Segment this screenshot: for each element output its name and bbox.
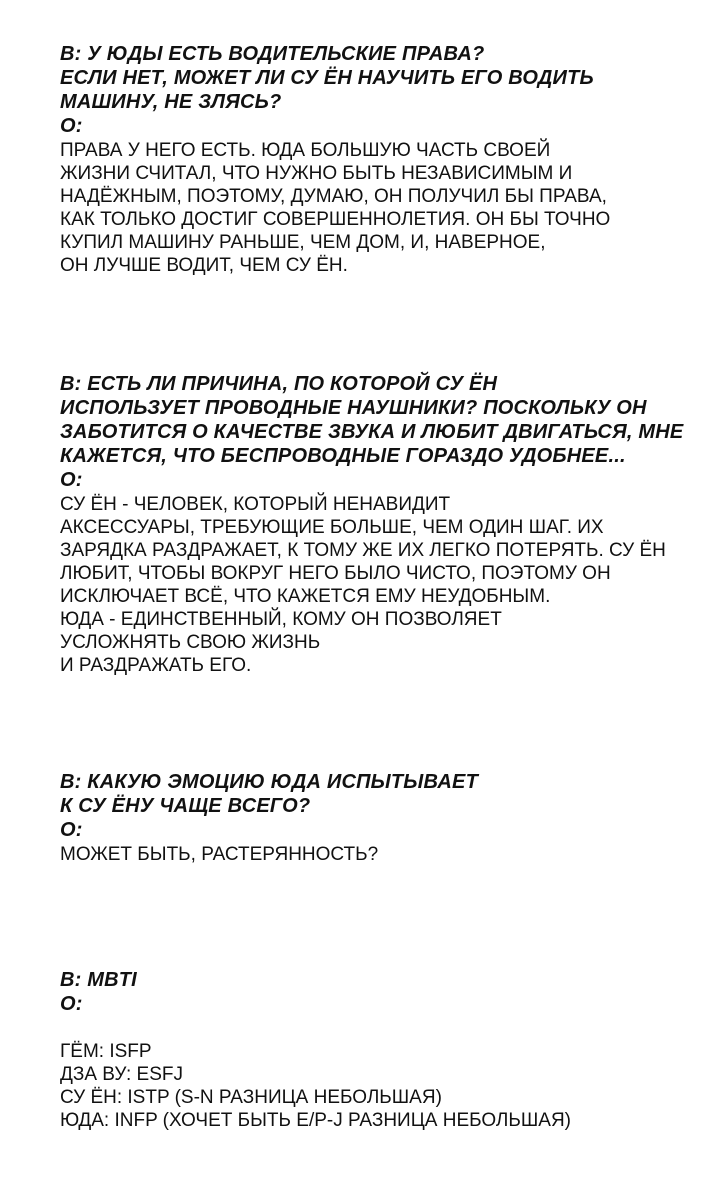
answer-line: УСЛОЖНЯТЬ СВОЮ ЖИЗНЬ bbox=[60, 632, 321, 653]
answer-label: О: bbox=[60, 469, 83, 491]
answer-line: ОН ЛУЧШЕ ВОДИТ, ЧЕМ СУ ЁН. bbox=[60, 255, 348, 276]
answer-line: ИСКЛЮЧАЕТ ВСЁ, ЧТО КАЖЕТСЯ ЕМУ НЕУДОБНЫМ. bbox=[60, 586, 551, 607]
answer-line: АКСЕССУАРЫ, ТРЕБУЮЩИЕ БОЛЬШЕ, ЧЕМ ОДИН ШАГ. ИХ bbox=[60, 517, 604, 538]
question-line: К СУ ЁНУ ЧАЩЕ ВСЕГО? bbox=[60, 795, 311, 817]
qa-block-1 bbox=[60, 42, 700, 277]
answer-label: О: bbox=[60, 115, 83, 137]
answer-line: И РАЗДРАЖАТЬ ЕГО. bbox=[60, 655, 252, 676]
answer-line: ЖИЗНИ СЧИТАЛ, ЧТО НУЖНО БЫТЬ НЕЗАВИСИМЫМ И bbox=[60, 163, 573, 184]
question-line: В: MBTI bbox=[60, 969, 137, 991]
spacer bbox=[60, 1017, 700, 1040]
answer-label: О: bbox=[60, 993, 83, 1015]
answer-2 bbox=[60, 493, 700, 677]
answer-line: КАК ТОЛЬКО ДОСТИГ СОВЕРШЕННОЛЕТИЯ. ОН БЫ ТОЧНО bbox=[60, 209, 611, 230]
answer-3 bbox=[60, 843, 700, 866]
mbti-entry: СУ ЁН: ISTP (S-N РАЗНИЦА НЕБОЛЬШАЯ) bbox=[60, 1087, 442, 1108]
answer-line: МОЖЕТ БЫТЬ, РАСТЕРЯННОСТЬ? bbox=[60, 844, 379, 865]
question-4 bbox=[60, 968, 700, 992]
answer-line: ЛЮБИТ, ЧТОБЫ ВОКРУГ НЕГО БЫЛО ЧИСТО, ПОЭТОМУ ОН bbox=[60, 563, 611, 584]
answer-label: О: bbox=[60, 819, 83, 841]
question-line: В: КАКУЮ ЭМОЦИЮ ЮДА ИСПЫТЫВАЕТ bbox=[60, 771, 478, 793]
question-line: ЗАБОТИТСЯ О КАЧЕСТВЕ ЗВУКА И ЛЮБИТ ДВИГАТЬСЯ, МНЕ bbox=[60, 421, 684, 443]
answer-line: ПРАВА У НЕГО ЕСТЬ. ЮДА БОЛЬШУЮ ЧАСТЬ СВОЕЙ bbox=[60, 140, 551, 161]
answer-line: ЮДА - ЕДИНСТВЕННЫЙ, КОМУ ОН ПОЗВОЛЯЕТ bbox=[60, 609, 502, 630]
mbti-entry: ДЗА ВУ: ESFJ bbox=[60, 1064, 183, 1085]
question-line: МАШИНУ, НЕ ЗЛЯСЬ? bbox=[60, 91, 282, 113]
answer-1 bbox=[60, 139, 700, 277]
question-line: КАЖЕТСЯ, ЧТО БЕСПРОВОДНЫЕ ГОРАЗДО УДОБНЕЕ... bbox=[60, 445, 626, 467]
question-line: ЕСЛИ НЕТ, МОЖЕТ ЛИ СУ ЁН НАУЧИТЬ ЕГО ВОДИТЬ bbox=[60, 67, 594, 89]
question-line: В: ЕСТЬ ЛИ ПРИЧИНА, ПО КОТОРОЙ СУ ЁН bbox=[60, 373, 498, 395]
qa-block-2 bbox=[60, 372, 700, 677]
question-line: В: У ЮДЫ ЕСТЬ ВОДИТЕЛЬСКИЕ ПРАВА? bbox=[60, 43, 485, 65]
question-3 bbox=[60, 770, 700, 818]
answer-line: КУПИЛ МАШИНУ РАНЬШЕ, ЧЕМ ДОМ, И, НАВЕРНОЕ, bbox=[60, 232, 546, 253]
answer-line: СУ ЁН - ЧЕЛОВЕК, КОТОРЫЙ НЕНАВИДИТ bbox=[60, 494, 451, 515]
question-2 bbox=[60, 372, 700, 468]
mbti-entry: ЮДА: INFP (ХОЧЕТ БЫТЬ E/P-J РАЗНИЦА НЕБОЛЬШАЯ) bbox=[60, 1110, 572, 1131]
qa-block-4 bbox=[60, 968, 700, 1132]
answer-line: ЗАРЯДКА РАЗДРАЖАЕТ, К ТОМУ ЖЕ ИХ ЛЕГКО ПОТЕРЯТЬ. СУ ЁН bbox=[60, 540, 666, 561]
answer-line: НАДЁЖНЫМ, ПОЭТОМУ, ДУМАЮ, ОН ПОЛУЧИЛ БЫ ПРАВА, bbox=[60, 186, 607, 207]
question-line: ИСПОЛЬЗУЕТ ПРОВОДНЫЕ НАУШНИКИ? ПОСКОЛЬКУ ОН bbox=[60, 397, 647, 419]
mbti-entry: ГЁМ: ISFP bbox=[60, 1041, 152, 1062]
answer-4-mbti-list bbox=[60, 1040, 700, 1132]
question-1 bbox=[60, 42, 700, 114]
qa-block-3 bbox=[60, 770, 700, 866]
